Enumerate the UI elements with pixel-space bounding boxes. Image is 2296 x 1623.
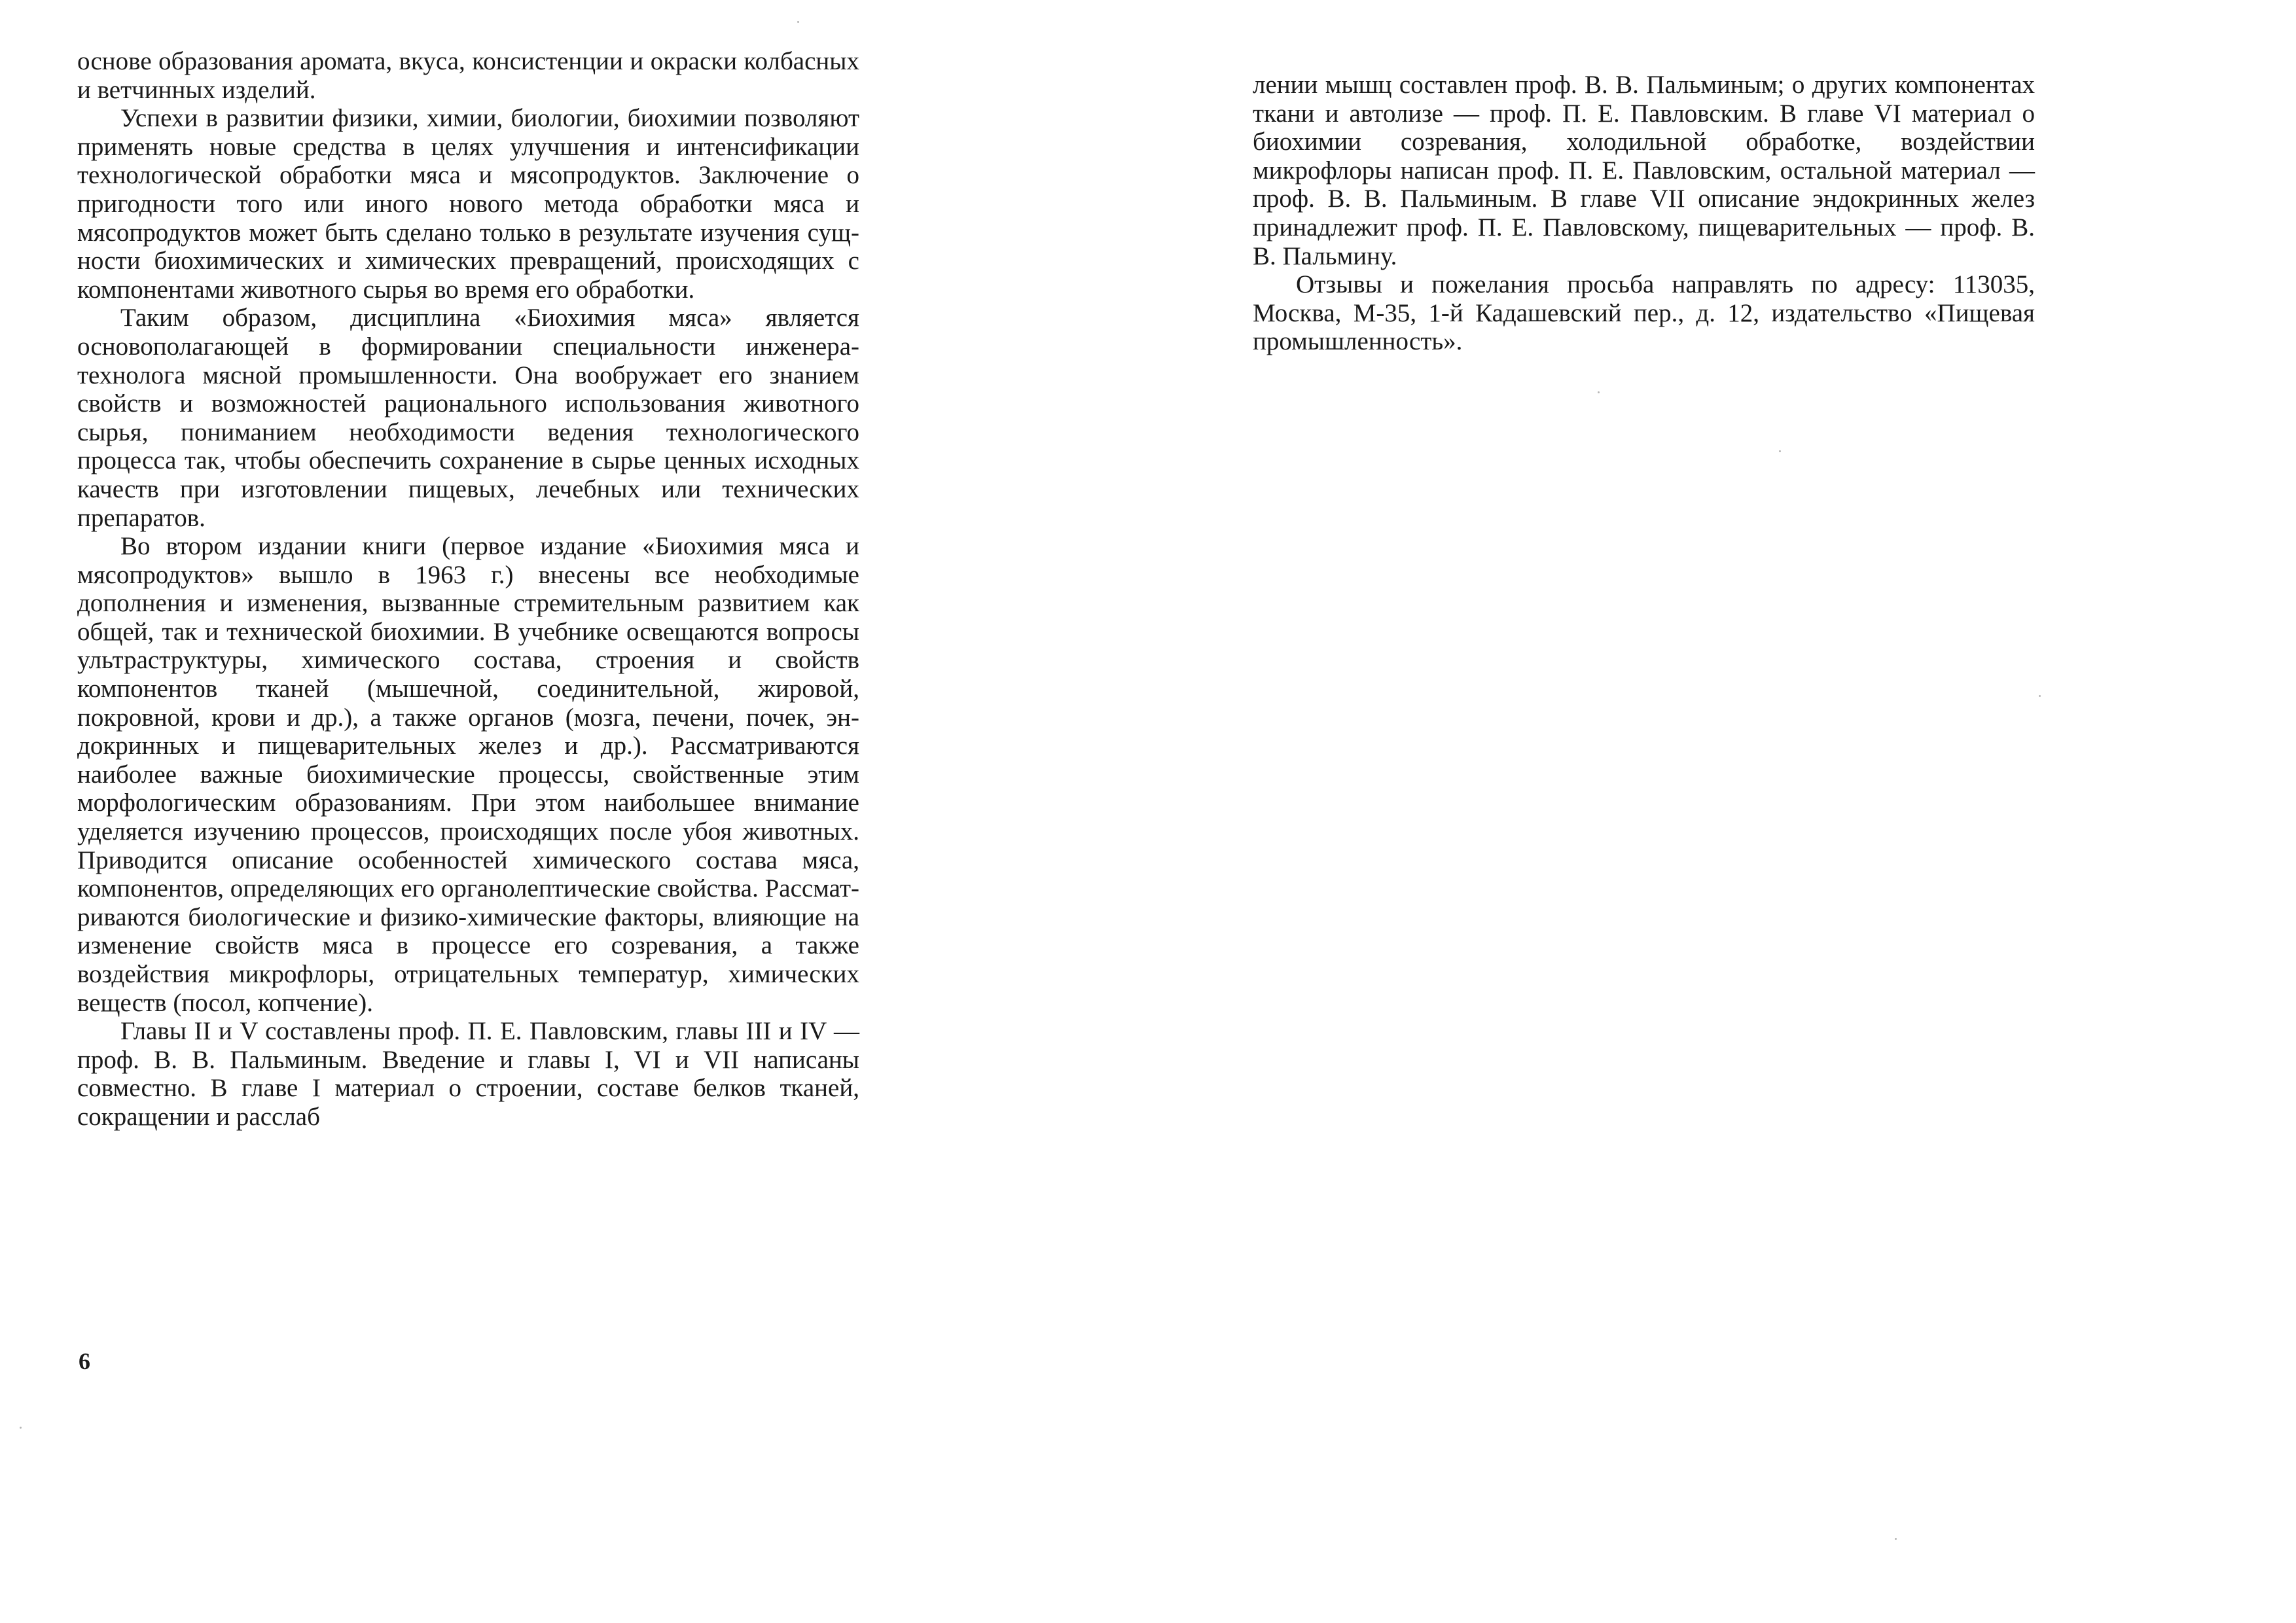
left-paragraph-second-edition: Во втором издании книги (первое издание «Биохимия мяса и мясопродуктов» вышло в 1963 г.) внесены все необходимые дополнения и изменения, вызванные стремительным развитием как общей, так и технической биохимии. В учебнике освещаются вопросы ультраструктуры, химического состава, строения и свойств компонентов тканей (мышечной, соединительной, жировой, покровной, крови и др.), а также органов (мозга, печени, почек, эндокринных и пищеварительных желез и др.). Рассматриваются наиболее важные биохимические процессы, свойственные этим морфологическим образованиям. При этом наибольшее внимание уделяется изучению процессов, происходящих после убоя животных. Приводится описание особенностей химического состава мяса, компонентов, определяющих его органолептические свойства. Рассматриваются биологические и физико-химические факторы, влияющие на изменение свойств мяса в процессе его созревания, а также воздействия микрофлоры, отрицательных температур, химических веществ (посол, копчение). xyxy=(77,532,859,1017)
right-paragraph-feedback-address: Отзывы и пожелания просьба направлять по адресу: 113035, Москва, М-35, 1-й Кадашевский пер., д. 12, издательство «Пищевая промышленность». xyxy=(1253,270,2035,356)
scan-speck xyxy=(1895,1538,1897,1540)
scan-speck xyxy=(2039,695,2041,697)
right-page-text-column xyxy=(1253,71,2035,356)
scan-speck xyxy=(797,21,799,23)
scan-speck xyxy=(1779,450,1781,452)
left-paragraph-continuation: основе образования аромата, вкуса, консистенции и окраски колбасных и ветчинных изделий. xyxy=(77,47,859,104)
right-page xyxy=(1148,0,2296,1623)
page-number: 6 xyxy=(79,1348,90,1374)
left-paragraph-discipline: Таким образом, дисциплина «Биохимия мяса» является основополагающей в формировании специальности инженера-технолога мясной промышленности. Она вообружает его знанием свойств и возможностей рационального использования животного сырья, пониманием необходимости ведения технологического процесса так, чтобы обеспечить сохранение в сырье ценных исходных качеств при изготовлении пищевых, лечебных или технических препаратов. xyxy=(77,304,859,532)
left-page-text-column xyxy=(77,47,859,1132)
left-paragraph-chapters: Главы II и V составлены проф. П. Е. Павловским, главы III и IV — проф. В. В. Пальминым. Введение и главы I, VI и VII написаны совместно. В главе I материал о строении, составе белков тканей, сокращении и расслаб xyxy=(77,1017,859,1131)
left-paragraph-advances: Успехи в развитии физики, химии, биологии, биохимии позволяют применять новые средства в целях улучшения и интенсификации технологической обработки мяса и мясопродуктов. Заключение о пригодности того или иного нового метода обработки мяса и мясопродуктов может быть сделано только в результате изучения сущности биохимических и химических превращений, происходящих с компонентами животного сырья во время его обработки. xyxy=(77,104,859,304)
scan-speck xyxy=(20,1427,22,1429)
scan-speck xyxy=(1598,391,1600,393)
right-paragraph-continuation: лении мышц составлен проф. В. В. Пальминым; о других компонентах ткани и автолизе — проф. П. Е. Павловским. В главе VI материал о биохимии созревания, холодильной обработке, воздействии микрофлоры написан проф. П. Е. Павловским, остальной материал — проф. В. В. Пальминым. В главе VII описание эндокринных желез принадлежит проф. П. Е. Павловскому, пищеварительных — проф. В. В. Пальмину. xyxy=(1253,71,2035,270)
